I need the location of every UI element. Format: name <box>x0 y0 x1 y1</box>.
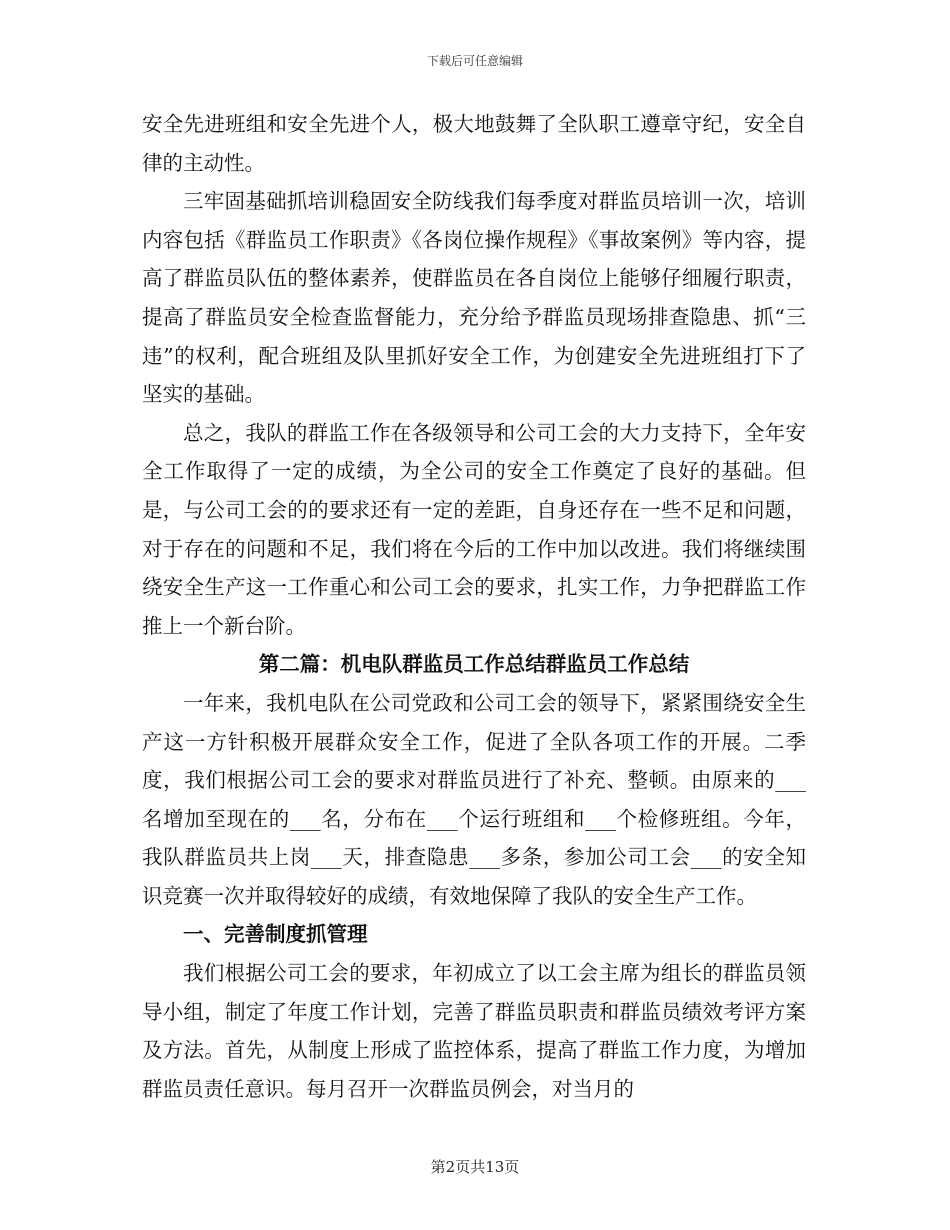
paragraph-1: 安全先进班组和安全先进个人，极大地鼓舞了全队职工遵章守纪，安全自律的主动性。 <box>142 112 806 175</box>
paragraph-3: 总之，我队的群监工作在各级领导和公司工会的大力支持下，全年安全工作取得了一定的成绩，为全公司的安全工作奠定了良好的基础。但是，与公司工会的的要求还有一定的差距，自身还存在一些不足和问题，对于存在的问题和不足，我们将在今后的工作中加以改进。我们将继续围绕安全生产这一工作重心和公司工会的要求，扎实工作，力争把群监工作推上一个新台阶。 <box>142 420 806 638</box>
heading-1: 一、完善制度抓管理 <box>183 922 368 947</box>
paragraph-2: 三牢固基础抓培训稳固安全防线我们每季度对群监员培训一次，培训内容包括《群监员工作职责》《各岗位操作规程》《事故案例》等内容，提高了群监员队伍的整体素养，使群监员在各自岗位上能够仔细履行职责，提高了群监员安全检查监督能力，充分给予群监员现场排查隐患、抓“三违”的权利，配合班组及队里抓好安全工作，为创建安全先进班组打下了坚实的基础。 <box>142 189 806 407</box>
page-footer: 第2页共13页 <box>430 1158 520 1176</box>
paragraph-5: 我们根据公司工会的要求，年初成立了以工会主席为组长的群监员领导小组，制定了年度工作计划，完善了群监员职责和群监员绩效考评方案及方法。首先，从制度上形成了监控体系，提高了群监工作力度，为增加群监员责任意识。每月召开一次群监员例会，对当月的 <box>142 961 806 1101</box>
section-title: 第二篇：机电队群监员工作总结群监员工作总结 <box>258 652 690 677</box>
document-body <box>142 105 806 1108</box>
page-header: 下载后可任意编辑 <box>426 54 523 68</box>
paragraph-4: 一年来，我机电队在公司党政和公司工会的领导下，紧紧围绕安全生产这一方针积极开展群众安全工作，促进了全队各项工作的开展。二季度，我们根据公司工会的要求对群监员进行了补充、整顿。由原来的___名增加至现在的___名，分布在___个运行班组和___个检修班组。今年，我队群监员共上岗___天，排查隐患___多条，参加公司工会___的安全知识竞赛一次并取得较好的成绩，有效地保障了我队的安全生产工作。 <box>142 690 806 908</box>
